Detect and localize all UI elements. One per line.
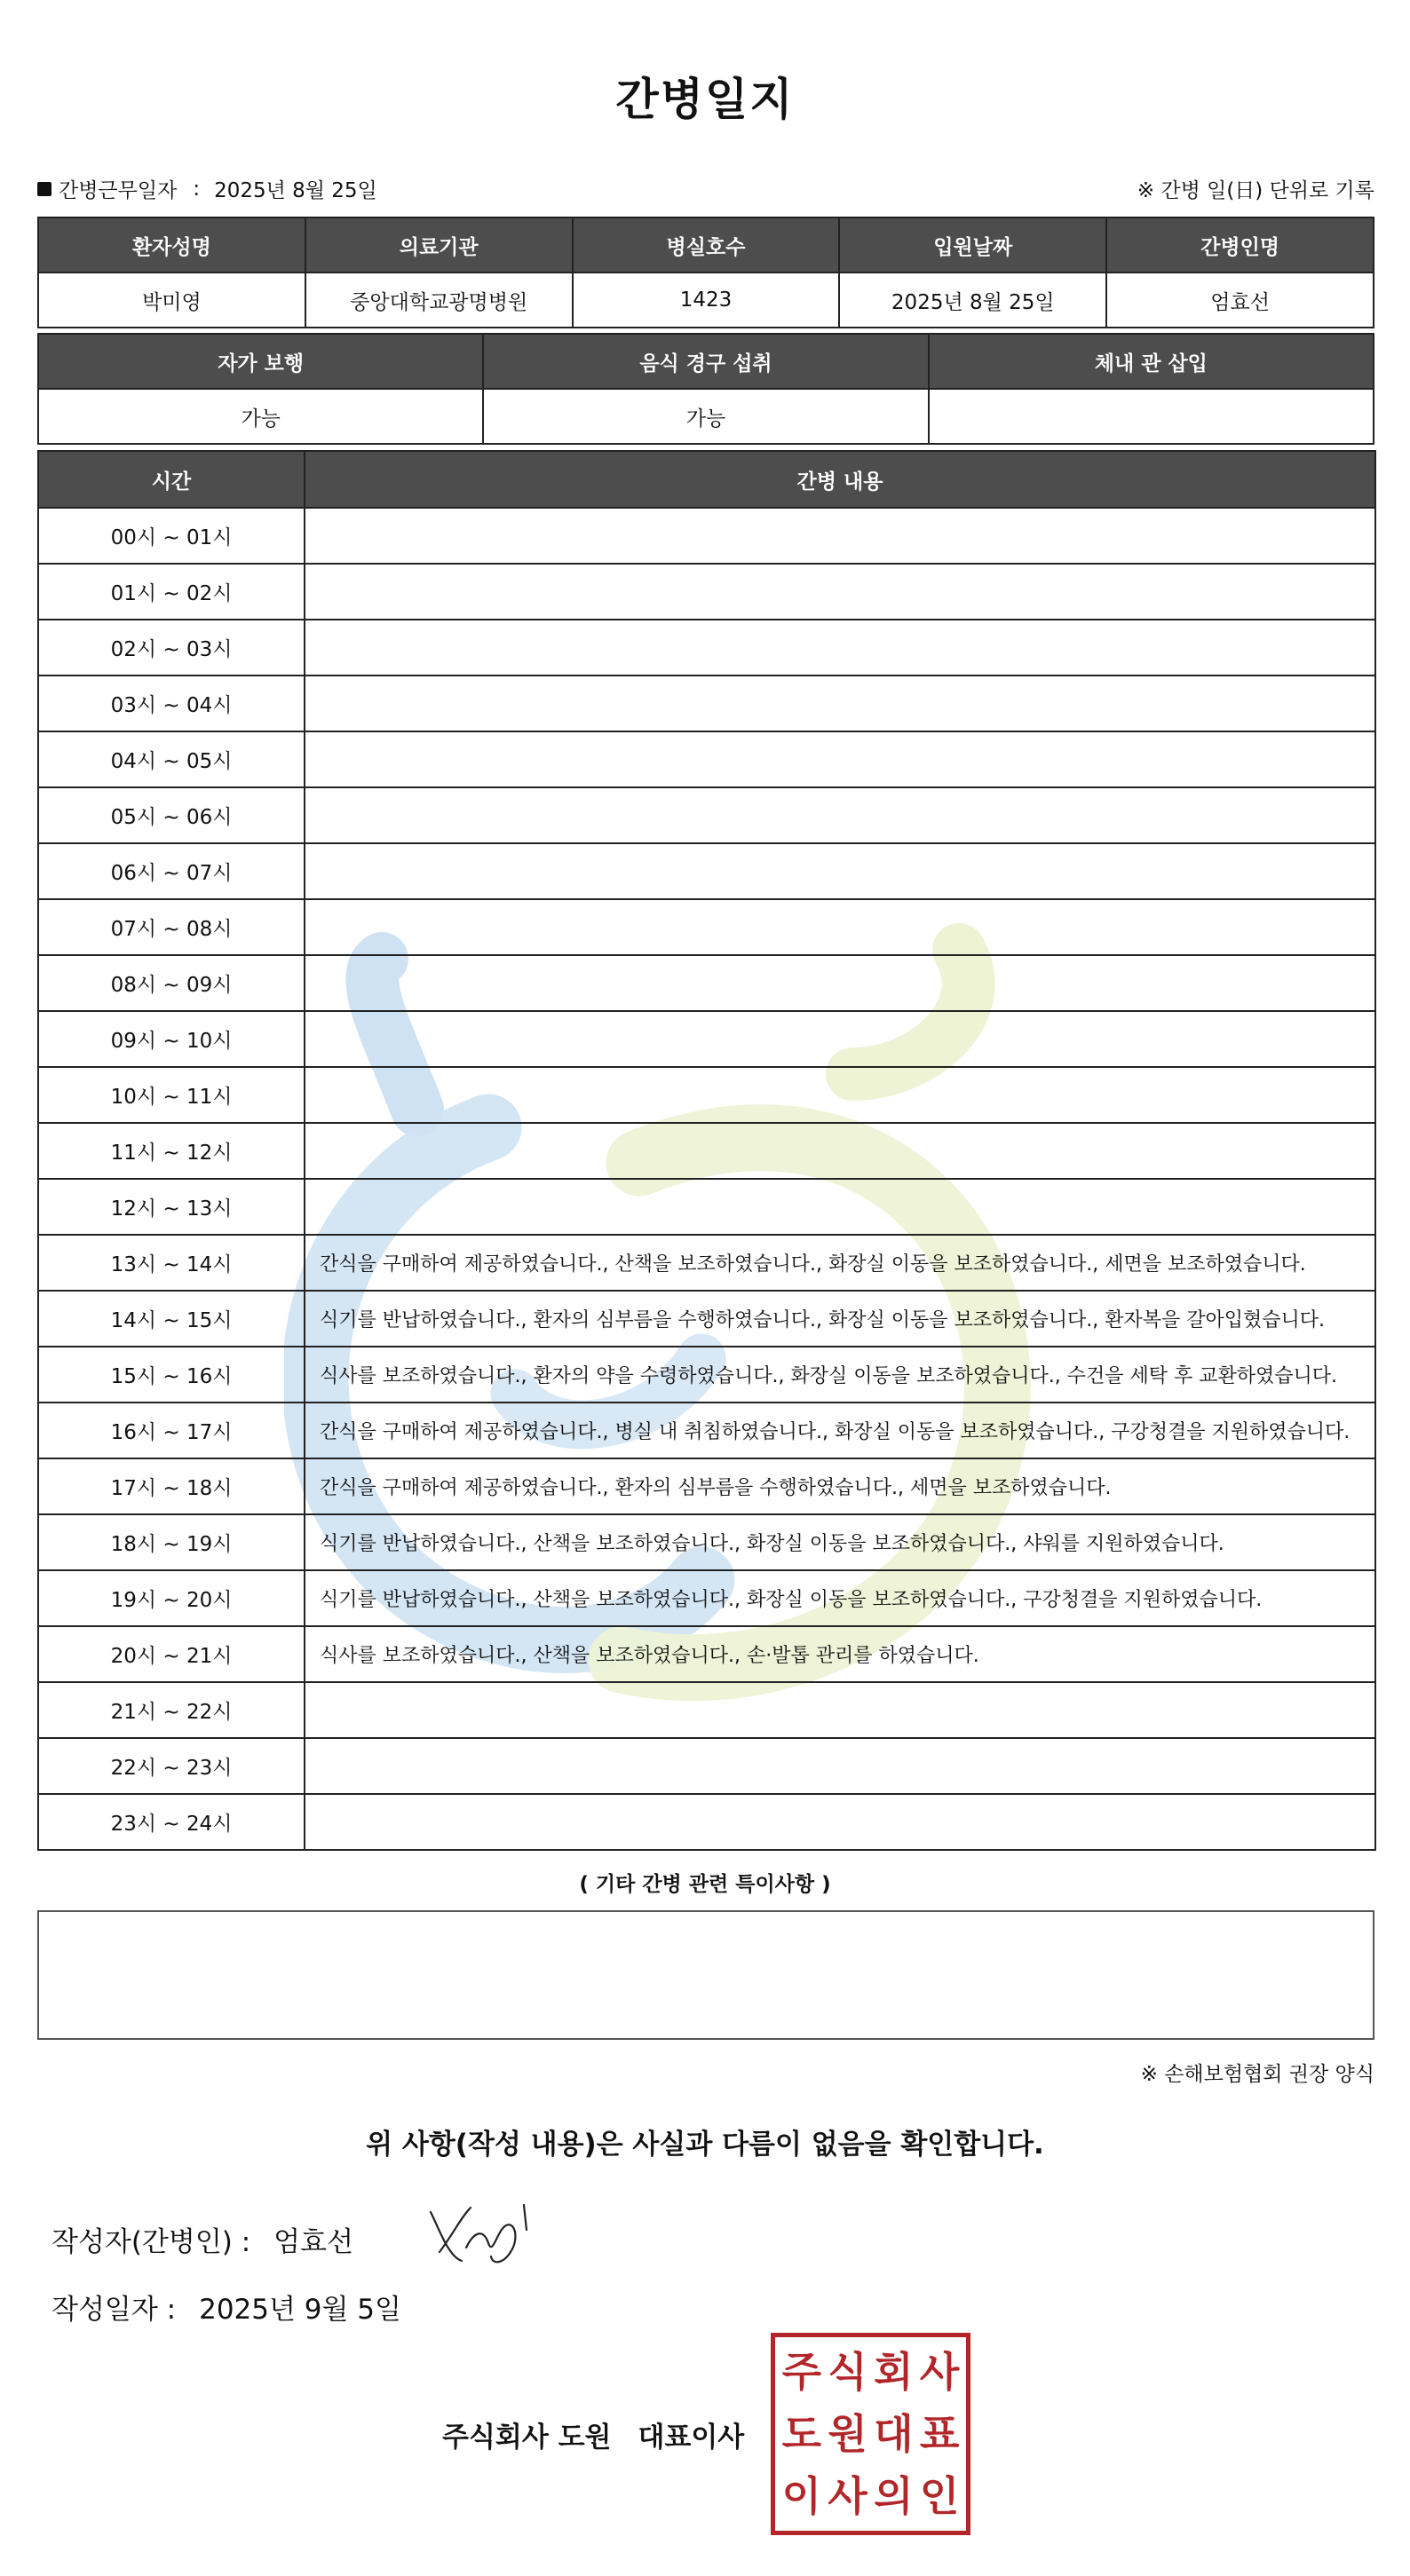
work-date-value: 2025년 8월 25일 <box>214 179 377 202</box>
time-slot: 07시 ~ 08시 <box>38 899 305 955</box>
table-row <box>38 1738 1375 1794</box>
time-slot: 08시 ~ 09시 <box>38 955 305 1011</box>
care-content <box>305 1179 1375 1235</box>
care-content <box>305 955 1375 1011</box>
time-slot: 10시 ~ 11시 <box>38 1067 305 1123</box>
time-slot: 14시 ~ 15시 <box>38 1291 305 1347</box>
time-slot: 05시 ~ 06시 <box>38 787 305 843</box>
care-content <box>305 676 1375 731</box>
table-row <box>38 620 1375 676</box>
time-slot: 15시 ~ 16시 <box>38 1347 305 1403</box>
special-notes-box <box>37 1910 1374 2040</box>
time-slot: 00시 ~ 01시 <box>38 508 305 564</box>
care-content: 식사를 보조하였습니다., 환자의 약을 수령하였습니다., 화장실 이동을 보조하였습니다., 수건을 세탁 후 교환하였습니다. <box>305 1347 1375 1403</box>
caregiver-name: 엄효선 <box>1106 273 1374 328</box>
signature-image <box>422 2194 546 2274</box>
form-note: ※ 손해보험협회 권장 양식 <box>1140 2063 1374 2086</box>
oral-intake: 가능 <box>483 389 928 444</box>
author-row <box>51 2219 353 2259</box>
seal-character: 표 <box>919 2410 960 2458</box>
table-row <box>38 955 1375 1011</box>
author-label: 작성자(간병인) : <box>51 2226 251 2258</box>
seal-character: 의 <box>874 2472 914 2520</box>
confirmation-statement: 위 사항(작성 내용)은 사실과 다름이 없음을 확인합니다. <box>366 2129 1044 2161</box>
table-row <box>38 1235 1375 1291</box>
table-row <box>38 1794 1375 1850</box>
seal-character: 이 <box>781 2472 822 2520</box>
table-row <box>38 1179 1375 1235</box>
time-slot: 09시 ~ 10시 <box>38 1011 305 1067</box>
table-row <box>38 899 1375 955</box>
seal-character: 인 <box>919 2472 960 2520</box>
time-slot: 04시 ~ 05시 <box>38 731 305 787</box>
table-row <box>38 731 1375 787</box>
care-content: 식기를 반납하였습니다., 환자의 심부름을 수행하였습니다., 화장실 이동을 보조하였습니다., 환자복을 갈아입혔습니다. <box>305 1291 1375 1347</box>
table-row <box>38 1626 1375 1682</box>
time-slot: 21시 ~ 22시 <box>38 1682 305 1738</box>
time-slot: 16시 ~ 17시 <box>38 1403 305 1458</box>
header-tube-insertion: 체내 관 삽입 <box>929 334 1374 389</box>
care-content: 식기를 반납하였습니다., 산책을 보조하였습니다., 화장실 이동을 보조하였습니다., 구강청결을 지원하였습니다. <box>305 1570 1375 1626</box>
header-time: 시간 <box>38 451 305 508</box>
time-slot: 19시 ~ 20시 <box>38 1570 305 1626</box>
table-row <box>38 843 1375 899</box>
patient-info-table <box>37 217 1374 328</box>
written-date-label: 작성일자 : <box>51 2294 177 2326</box>
header-room-number: 병실호수 <box>573 217 840 273</box>
company-name: 주식회사 도원 <box>442 2422 612 2454</box>
patient-status-table <box>37 333 1374 445</box>
header-care-content: 간병 내용 <box>305 451 1375 508</box>
patient-name: 박미영 <box>38 273 305 328</box>
written-date-value: 2025년 9월 5일 <box>199 2294 401 2326</box>
header-caregiver-name: 간병인명 <box>1106 217 1374 273</box>
time-slot: 11시 ~ 12시 <box>38 1123 305 1179</box>
table-row <box>38 1570 1375 1626</box>
care-content <box>305 787 1375 843</box>
seal-character: 회 <box>874 2348 914 2396</box>
written-date-row <box>51 2287 401 2327</box>
table-row <box>38 1347 1375 1403</box>
care-content <box>305 731 1375 787</box>
care-content: 간식을 구매하여 제공하였습니다., 환자의 심부름을 수행하였습니다., 세면을 보조하였습니다. <box>305 1458 1375 1514</box>
care-content: 식사를 보조하였습니다., 산책을 보조하였습니다., 손·발톱 관리를 하였습니다. <box>305 1626 1375 1682</box>
care-content <box>305 620 1375 676</box>
care-log-table <box>37 450 1376 1851</box>
bullet-square-icon <box>37 182 51 196</box>
care-content: 식기를 반납하였습니다., 산책을 보조하였습니다., 화장실 이동을 보조하였습니다., 샤워를 지원하였습니다. <box>305 1514 1375 1570</box>
seal-character: 원 <box>828 2410 867 2458</box>
seal-character: 도 <box>781 2410 822 2458</box>
hospital: 중앙대학교광명병원 <box>305 273 573 328</box>
table-row <box>38 1403 1375 1458</box>
time-slot: 22시 ~ 23시 <box>38 1738 305 1794</box>
seal-character: 사 <box>828 2472 867 2520</box>
care-content <box>305 1067 1375 1123</box>
care-content <box>305 1011 1375 1067</box>
table-row <box>38 676 1375 731</box>
time-slot: 20시 ~ 21시 <box>38 1626 305 1682</box>
seal-character: 사 <box>919 2348 960 2396</box>
self-walking: 가능 <box>38 389 483 444</box>
author-name: 엄효선 <box>273 2226 354 2258</box>
table-row <box>38 1291 1375 1347</box>
table-row <box>38 1514 1375 1570</box>
seal-character: 대 <box>874 2410 914 2458</box>
time-slot: 12시 ~ 13시 <box>38 1179 305 1235</box>
care-content <box>305 1794 1375 1850</box>
company-seal-stamp <box>771 2333 970 2535</box>
header-patient-name: 환자성명 <box>38 217 305 273</box>
table-row <box>38 1458 1375 1514</box>
page-title: 간병일지 <box>615 74 795 125</box>
room-number: 1423 <box>573 273 840 328</box>
special-notes-title: ( 기타 간병 관련 특이사항 ) <box>579 1873 831 1896</box>
admission-date: 2025년 8월 25일 <box>839 273 1106 328</box>
table-row <box>38 787 1375 843</box>
tube-insertion <box>929 389 1374 444</box>
time-slot: 02시 ~ 03시 <box>38 620 305 676</box>
time-slot: 03시 ~ 04시 <box>38 676 305 731</box>
care-content <box>305 843 1375 899</box>
care-content <box>305 508 1375 564</box>
seal-character: 주 <box>781 2348 822 2396</box>
work-date <box>37 174 377 203</box>
company-title: 대표이사 <box>638 2422 745 2454</box>
meta-row <box>37 174 1374 201</box>
time-slot: 01시 ~ 02시 <box>38 564 305 620</box>
company-line <box>442 2414 744 2454</box>
time-slot: 23시 ~ 24시 <box>38 1794 305 1850</box>
table-row <box>38 1682 1375 1738</box>
time-slot: 06시 ~ 07시 <box>38 843 305 899</box>
work-date-sep: : <box>193 177 201 201</box>
care-content <box>305 899 1375 955</box>
care-content <box>305 564 1375 620</box>
header-self-walking: 자가 보행 <box>38 334 483 389</box>
care-content: 간식을 구매하여 제공하였습니다., 병실 내 취침하였습니다., 화장실 이동을 보조하였습니다., 구강청결을 지원하였습니다. <box>305 1403 1375 1458</box>
header-hospital: 의료기관 <box>305 217 573 273</box>
table-row <box>38 1011 1375 1067</box>
table-row <box>38 564 1375 620</box>
table-row <box>38 508 1375 564</box>
care-content <box>305 1123 1375 1179</box>
work-date-label: 간병근무일자 <box>59 179 178 202</box>
time-slot: 18시 ~ 19시 <box>38 1514 305 1570</box>
header-oral-intake: 음식 경구 섭취 <box>483 334 928 389</box>
care-content <box>305 1682 1375 1738</box>
time-slot: 13시 ~ 14시 <box>38 1235 305 1291</box>
seal-character: 식 <box>828 2348 867 2396</box>
care-content <box>305 1738 1375 1794</box>
table-row <box>38 1123 1375 1179</box>
header-admission-date: 입원날짜 <box>839 217 1106 273</box>
care-content: 간식을 구매하여 제공하였습니다., 산책을 보조하였습니다., 화장실 이동을 보조하였습니다., 세면을 보조하였습니다. <box>305 1235 1375 1291</box>
time-slot: 17시 ~ 18시 <box>38 1458 305 1514</box>
table-row <box>38 1067 1375 1123</box>
unit-note: ※ 간병 일(日) 단위로 기록 <box>1137 179 1374 202</box>
